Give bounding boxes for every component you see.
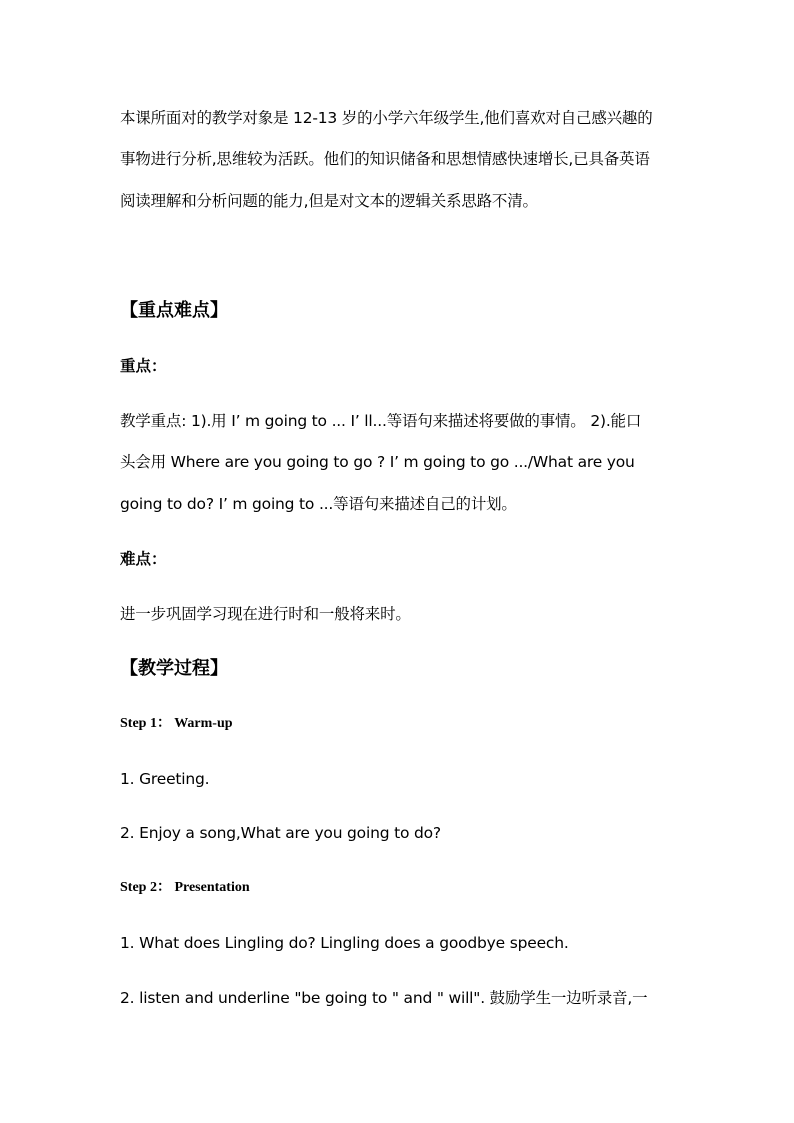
difficulty-label: 难点： xyxy=(120,550,167,568)
step-2-item-1: 1. What does Lingling do? Lingling does a goodbye speech. xyxy=(120,934,569,952)
intro-paragraph-line-1: 本课所面对的教学对象是 12-13 岁的小学六年级学生,他们喜欢对自己感兴趣的 xyxy=(120,109,653,127)
focus-label: 重点： xyxy=(120,357,167,375)
step-1-item-2: 2. Enjoy a song,What are you going to do? xyxy=(120,824,441,842)
difficulty-text: 进一步巩固学习现在进行时和一般将来时。 xyxy=(120,605,411,623)
focus-text-line-2: 头会用 Where are you going to go ? I’ m going to go .../What are you xyxy=(120,453,635,471)
intro-paragraph-line-3: 阅读理解和分析问题的能力,但是对文本的逻辑关系思路不清。 xyxy=(120,192,538,210)
key-difficult-points-heading: 【重点难点】 xyxy=(120,300,228,321)
step-1-heading: Step 1： Warm-up xyxy=(120,716,233,731)
focus-text-line-3: going to do? I’ m going to ...等语句来描述自己的计划。 xyxy=(120,495,517,513)
intro-paragraph-line-2: 事物进行分析,思维较为活跃。他们的知识储备和思想情感快速增长,已具备英语 xyxy=(120,150,650,168)
step-2-item-2: 2. listen and underline "be going to " and " will". 鼓励学生一边听录音,一 xyxy=(120,989,648,1007)
teaching-process-heading: 【教学过程】 xyxy=(120,658,228,679)
step-1-item-1: 1. Greeting. xyxy=(120,770,210,788)
step-2-heading: Step 2： Presentation xyxy=(120,880,250,895)
focus-text-line-1: 教学重点: 1).用 I’ m going to ... I’ ll...等语句来描述将要做的事情。 2).能口 xyxy=(120,412,642,430)
